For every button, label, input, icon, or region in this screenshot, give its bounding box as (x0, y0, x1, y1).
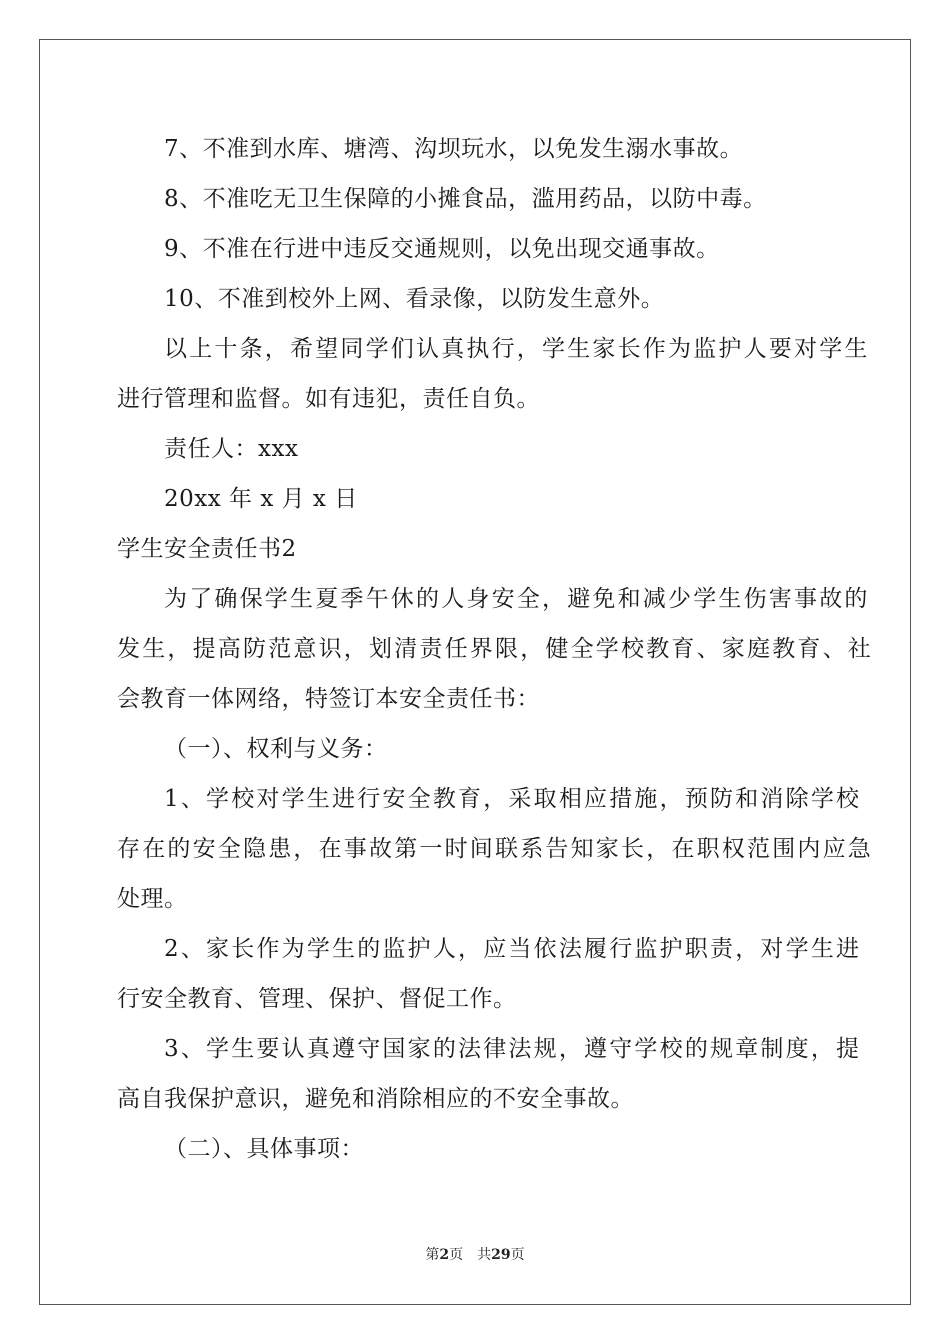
text-line: 行安全教育、管理、保护、督促工作。 (117, 986, 517, 1012)
page-footer (0, 1244, 950, 1264)
text-line: 8、不准吃无卫生保障的小摊食品，滥用药品，以防中毒。 (164, 186, 767, 212)
text-line: 高自我保护意识，避免和消除相应的不安全事故。 (117, 1086, 634, 1112)
subsection-heading: （二）、具体事项： (164, 1136, 364, 1162)
section-title: 学生安全责任书2 (117, 536, 297, 562)
text-line: 以上十条，希望同学们认真执行，学生家长作为监护人要对学生 (164, 336, 870, 362)
total-prefix: 共 (477, 1247, 492, 1263)
text-line: 3、学生要认真遵守国家的法律法规，遵守学校的规章制度，提 (164, 1036, 862, 1062)
date-line: 20xx 年 x 月 x 日 (164, 486, 358, 512)
page-prefix: 第 (425, 1247, 440, 1263)
text-line: 存在的安全隐患，在事故第一时间联系告知家长，在职权范围内应急 (117, 836, 873, 862)
text-line: 发生，提高防范意识，划清责任界限，健全学校教育、家庭教育、社 (117, 636, 873, 662)
text-line: 9、不准在行进中违反交通规则，以免出现交通事故。 (164, 236, 720, 262)
text-line: 进行管理和监督。如有违犯，责任自负。 (117, 386, 540, 412)
text-line: 处理。 (117, 886, 188, 912)
total-suffix: 页 (510, 1247, 525, 1263)
text-line: 1、学校对学生进行安全教育，采取相应措施，预防和消除学校 (164, 786, 862, 812)
text-line: 会教育一体网络，特签订本安全责任书： (117, 686, 540, 712)
signatory-line: 责任人：xxx (164, 436, 299, 462)
subsection-heading: （一）、权利与义务： (164, 736, 388, 762)
text-line: 10、不准到校外上网、看录像，以防发生意外。 (164, 286, 665, 312)
page-border (39, 39, 911, 1305)
total-page-count: 29 (491, 1247, 511, 1263)
text-line: 2、家长作为学生的监护人，应当依法履行监护职责，对学生进 (164, 936, 862, 962)
text-line: 为了确保学生夏季午休的人身安全，避免和减少学生伤害事故的 (164, 586, 870, 612)
current-page-number: 2 (439, 1247, 450, 1263)
page-suffix: 页 (449, 1247, 464, 1263)
text-line: 7、不准到水库、塘湾、沟坝玩水，以免发生溺水事故。 (164, 136, 744, 162)
